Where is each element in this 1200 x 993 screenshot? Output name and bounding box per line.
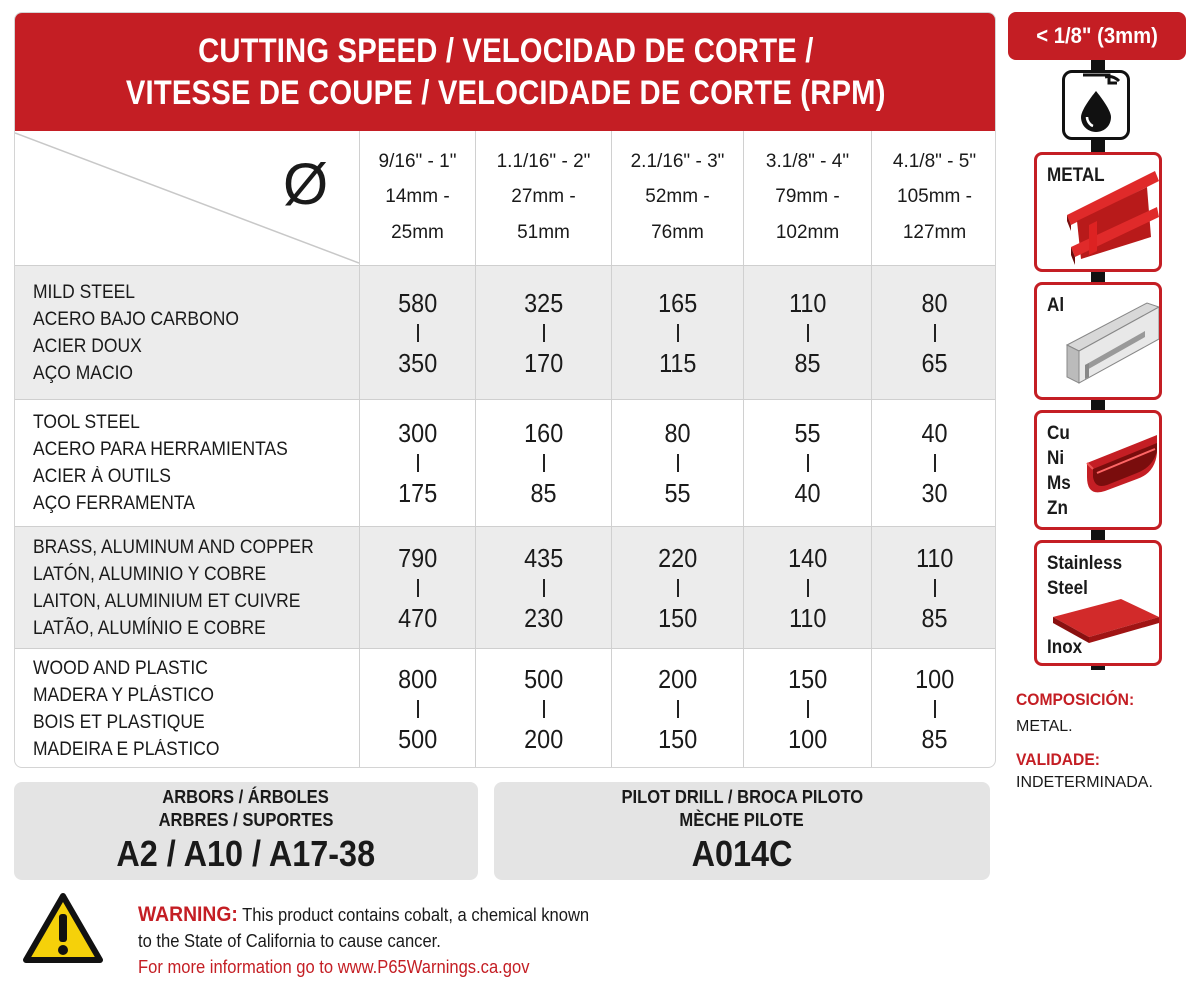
material-label-line: LAITON, ALUMINIUM ET CUIVRE [33, 590, 301, 612]
rpm-max: 110 [788, 287, 827, 318]
material-label-line: LATÓN, ALUMINIO Y COBRE [33, 563, 267, 585]
rpm-range-cell [359, 266, 475, 399]
rpm-min: 110 [788, 602, 827, 633]
rpm-range-cell [475, 527, 611, 648]
range-separator [543, 454, 545, 472]
range-separator [417, 700, 419, 718]
material-label-cell [15, 266, 359, 399]
thickness-label: < 1/8" (3mm) [1036, 23, 1158, 48]
title-line-1: CUTTING SPEED / VELOCIDAD DE CORTE / [198, 32, 814, 70]
rpm-max: 300 [397, 418, 438, 448]
material-label-cell [15, 400, 359, 526]
range-separator [807, 579, 809, 597]
material-label-line: AÇO FERRAMENTA [33, 493, 195, 514]
rpm-range-cell [743, 266, 871, 399]
arbors-value: A2 / A10 / A17-38 [116, 833, 376, 874]
material-label-line: MADERA Y PLÁSTICO [33, 685, 215, 706]
rpm-min: 175 [397, 478, 438, 508]
rpm-min: 65 [921, 347, 948, 378]
rpm-min: 115 [658, 347, 697, 378]
range-separator [677, 700, 679, 718]
thickness-badge [1008, 12, 1186, 60]
rpm-range-cell [611, 400, 743, 526]
header-col-2 [475, 131, 611, 265]
header-mm-from: 52mm - [645, 186, 710, 207]
material-stainless-label: Stainless [1047, 553, 1123, 574]
rpm-range-cell [475, 266, 611, 399]
material-label-line: ACERO BAJO CARBONO [33, 308, 239, 330]
header-mm-to: 127mm [902, 222, 967, 243]
range-separator [677, 324, 679, 342]
table-row-tool-steel [15, 399, 996, 526]
rpm-max: 100 [914, 664, 955, 694]
rpm-range-cell [475, 649, 611, 768]
material-steel-label: Steel [1047, 578, 1088, 599]
rpm-range-cell [611, 649, 743, 768]
material-al-label: Al [1047, 295, 1065, 316]
pilot-value: A014C [691, 833, 793, 874]
pilot-drill-box [494, 782, 990, 880]
rpm-max: 435 [523, 542, 564, 573]
rpm-min: 85 [530, 478, 557, 508]
range-separator [934, 454, 936, 472]
rpm-range-cell [743, 649, 871, 768]
rpm-min: 85 [794, 347, 821, 378]
material-label-line: LATÃO, ALUMÍNIO E COBRE [33, 617, 266, 639]
header-row [15, 131, 996, 265]
header-mm-to: 51mm [517, 222, 570, 243]
range-separator [934, 700, 936, 718]
rpm-range-cell [743, 400, 871, 526]
header-mm-from: 105mm - [897, 186, 972, 207]
material-label-line: ACIER À OUTILS [33, 466, 171, 487]
header-col-5 [871, 131, 996, 265]
title-line-2: VITESSE DE COUPE / VELOCIDADE DE CORTE (RPM) [126, 74, 886, 112]
rpm-range-cell [359, 649, 475, 768]
rpm-min: 170 [523, 347, 564, 378]
arbors-label-2: ARBRES / SUPORTES [158, 810, 334, 830]
table-title [15, 13, 996, 131]
composition-label: COMPOSICIÓN: [1016, 690, 1135, 709]
rpm-max: 580 [397, 287, 438, 318]
pilot-label-1: PILOT DRILL / BROCA PILOTO [621, 787, 863, 807]
material-label-line: ACERO PARA HERRAMIENTAS [33, 439, 288, 460]
material-metal-label: METAL [1047, 165, 1105, 186]
range-separator [417, 454, 419, 472]
rpm-range-cell [871, 527, 996, 648]
rpm-max: 150 [787, 664, 828, 694]
header-col-1 [359, 131, 475, 265]
material-label-cell [15, 527, 359, 648]
prop65-warning [138, 902, 628, 980]
rpm-max: 80 [921, 287, 948, 318]
range-separator [677, 454, 679, 472]
rpm-max: 220 [657, 542, 698, 573]
rpm-min: 200 [523, 724, 564, 754]
rpm-max: 165 [657, 287, 698, 318]
table-row-wood-plastic [15, 648, 996, 768]
material-metal [1034, 152, 1162, 272]
material-label-line: BOIS ET PLASTIQUE [33, 712, 205, 733]
rpm-min: 85 [921, 602, 948, 633]
validity-label: VALIDADE: [1016, 750, 1100, 769]
rpm-max: 500 [523, 664, 564, 694]
rpm-min: 470 [397, 602, 438, 633]
material-label-line: AÇO MACIO [33, 362, 134, 384]
oil-drop-icon [1065, 73, 1127, 137]
rpm-range-cell [871, 266, 996, 399]
material-ms-label: Ms [1047, 473, 1071, 494]
rpm-min: 30 [921, 478, 948, 508]
rpm-min: 350 [397, 347, 438, 378]
header-inch: 4.1/8" - 5" [892, 151, 977, 172]
rpm-max: 40 [921, 418, 948, 448]
rpm-max: 200 [657, 664, 698, 694]
range-separator [543, 579, 545, 597]
header-mm-to: 76mm [651, 222, 704, 243]
header-mm-to: 102mm [775, 222, 840, 243]
rpm-range-cell [475, 400, 611, 526]
header-inch: 9/16" - 1" [378, 151, 457, 172]
rpm-range-cell [743, 527, 871, 648]
rpm-max: 55 [794, 418, 821, 448]
rpm-max: 80 [664, 418, 691, 448]
table-row-mild-steel [15, 265, 996, 399]
rpm-min: 150 [657, 724, 698, 754]
warning-link[interactable]: For more information go to www.P65Warnings.ca.gov [138, 957, 530, 977]
rpm-min: 40 [794, 478, 821, 508]
header-col-4 [743, 131, 871, 265]
material-label-line: MILD STEEL [33, 281, 136, 303]
rpm-max: 110 [915, 542, 954, 573]
range-separator [543, 700, 545, 718]
warning-title: WARNING: [138, 903, 238, 926]
rpm-min: 100 [787, 724, 828, 754]
rpm-max: 140 [787, 542, 828, 573]
rpm-max: 160 [523, 418, 564, 448]
arbors-box [14, 782, 478, 880]
rpm-min: 500 [397, 724, 438, 754]
rpm-max: 790 [397, 542, 438, 573]
arbors-label-1: ARBORS / ÁRBOLES [162, 787, 330, 807]
material-cu-label: Cu [1047, 423, 1070, 444]
pilot-label-2: MÈCHE PILOTE [679, 810, 805, 830]
range-separator [934, 324, 936, 342]
header-inch: 1.1/16" - 2" [496, 151, 591, 172]
range-separator [417, 324, 419, 342]
material-label-line: TOOL STEEL [33, 412, 140, 433]
material-nonferrous [1034, 410, 1162, 530]
header-mm-from: 27mm - [511, 186, 576, 207]
material-aluminum [1034, 282, 1162, 400]
oil-icon-box [1062, 70, 1130, 140]
material-ni-label: Ni [1047, 448, 1065, 469]
warning-text-1: This product contains cobalt, a chemical known [237, 905, 590, 925]
rpm-range-cell [871, 649, 996, 768]
material-zn-label: Zn [1047, 498, 1068, 519]
material-label-cell [15, 649, 359, 768]
composition-value: METAL. [1016, 718, 1073, 735]
material-label-line: WOOD AND PLASTIC [33, 658, 208, 679]
range-separator [807, 454, 809, 472]
rpm-min: 150 [657, 602, 698, 633]
material-label-line: MADEIRA E PLÁSTICO [33, 739, 220, 760]
material-stainless [1034, 540, 1162, 666]
rpm-max: 325 [523, 287, 564, 318]
range-separator [543, 324, 545, 342]
rpm-range-cell [611, 527, 743, 648]
header-mm-to: 25mm [391, 222, 444, 243]
material-inox-label: Inox [1047, 637, 1083, 658]
header-mm-from: 79mm - [775, 186, 840, 207]
warning-triangle-icon [22, 892, 104, 964]
table-row-brass-aluminum-copper [15, 526, 996, 648]
header-col-3 [611, 131, 743, 265]
range-separator [417, 579, 419, 597]
header-inch: 3.1/8" - 4" [765, 151, 850, 172]
range-separator [934, 579, 936, 597]
diameter-symbol: Ø [283, 152, 329, 217]
rpm-range-cell [359, 527, 475, 648]
range-separator [807, 700, 809, 718]
rpm-range-cell [359, 400, 475, 526]
warning-text-2: to the State of California to cause cancer. [138, 931, 441, 951]
rpm-min: 230 [523, 602, 564, 633]
range-separator [807, 324, 809, 342]
header-mm-from: 14mm - [385, 186, 450, 207]
rpm-range-cell [871, 400, 996, 526]
rpm-min: 85 [921, 724, 948, 754]
header-inch: 2.1/16" - 3" [630, 151, 725, 172]
material-label-line: BRASS, ALUMINUM AND COPPER [33, 536, 314, 558]
material-label-line: ACIER DOUX [33, 335, 142, 357]
validity-value: INDETERMINADA. [1016, 774, 1153, 791]
cutting-speed-table [14, 12, 996, 768]
range-separator [677, 579, 679, 597]
rpm-min: 55 [664, 478, 691, 508]
rpm-max: 800 [397, 664, 438, 694]
rpm-range-cell [611, 266, 743, 399]
